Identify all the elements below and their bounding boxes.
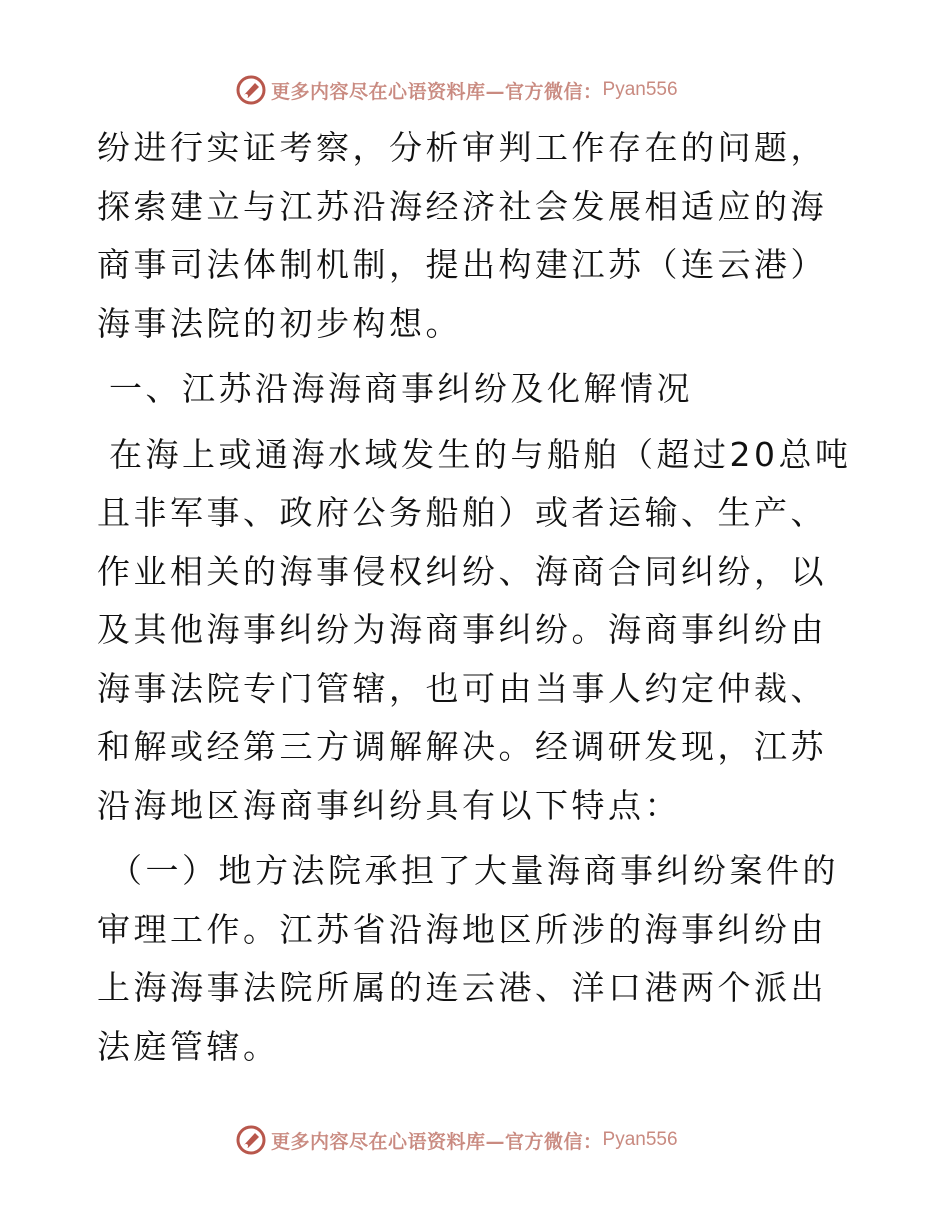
- watermark-handle: Pyan556: [602, 79, 678, 100]
- document-body: [97, 119, 857, 1076]
- pen-logo-icon: [235, 74, 267, 106]
- paragraph-continuation: 纷进行实证考察，分析审判工作存在的问题，探索建立与江苏沿海经济社会发展相适应的海商事司法体制机制，提出构建江苏（连云港）海事法院的初步构想。: [97, 128, 827, 343]
- pen-logo-icon: [235, 1124, 267, 1156]
- header-watermark: [235, 73, 678, 107]
- watermark-text: 更多内容尽在心语资料库—官方微信：: [271, 1130, 603, 1153]
- paragraph-definition: 在海上或通海水域发生的与船舶（超过20总吨且非军事、政府公务船舶）或者运输、生产、作业相关的海事侵权纠纷、海商合同纠纷，以及其他海事纠纷为海商事纠纷。海商事纠纷由海事法院专门管辖，也可由当事人约定仲裁、和解或经第三方调解解决。经调研发现，江苏沿海地区海商事纠纷具有以下特点：: [97, 434, 852, 825]
- footer-watermark: [235, 1123, 678, 1157]
- watermark-text: 更多内容尽在心语资料库—官方微信：: [271, 80, 603, 103]
- paragraph-point-one: （一）地方法院承担了大量海商事纠纷案件的审理工作。江苏省沿海地区所涉的海事纠纷由上海海事法院所属的连云港、洋口港两个派出法庭管辖。: [97, 851, 839, 1066]
- watermark-handle: Pyan556: [602, 1129, 678, 1150]
- section-heading: 一、江苏沿海海商事纠纷及化解情况: [109, 369, 693, 408]
